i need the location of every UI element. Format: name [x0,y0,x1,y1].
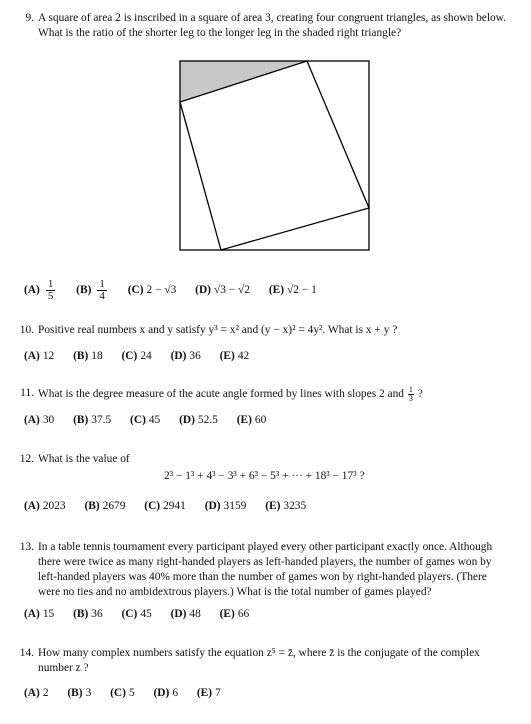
stem-line: number z ? [38,662,89,674]
choice-c[interactable]: (C) 2 − √3 [127,284,177,297]
choice-e[interactable]: (E) 3235 [265,500,307,512]
sum-expression: 2³ − 1³ + 4³ − 3³ + 6³ − 5³ + ··· + 18³ − 17³ ? [164,470,365,482]
choice-a[interactable]: (A) 15 [24,608,55,620]
problem-number: 13. [19,541,34,553]
problem-stem [38,646,524,676]
choice-b[interactable]: (B) 36 [73,608,103,620]
problem-number: 9. [25,12,34,24]
choices-14 [24,686,237,701]
problem-number: 10. [19,324,34,336]
choice-e[interactable]: (E) 66 [219,608,250,620]
choices-9 [24,279,333,302]
choice-a[interactable]: (A) 2 [24,687,49,699]
choices-11 [24,413,282,428]
choice-d[interactable]: (D) 52.5 [179,414,218,426]
choice-d[interactable]: (D) 3159 [204,500,247,512]
problem-12 [14,452,524,482]
choices-10 [24,349,265,364]
stem-line: A square of area 2 is inscribed in a square of area 3, creating four congruent triangles, as shown below. [38,12,507,24]
choice-d[interactable]: (D) √3 − √2 [195,284,250,297]
problem-11 [14,386,524,403]
choice-a[interactable]: (A) 2023 [24,500,66,512]
problem-stem [38,540,524,600]
choice-c[interactable]: (C) 2941 [144,500,186,512]
choice-a[interactable]: (A) $\frac{1}{5}$ [24,278,54,302]
problem-stem [38,11,524,41]
choice-b[interactable]: (B) 3 [67,687,92,699]
outer-square [180,61,369,250]
problem-number: 11. [20,387,34,399]
choice-c[interactable]: (C) 45 [130,414,161,426]
choices-13 [24,607,265,622]
problem-9 [14,11,524,41]
choice-b[interactable]: (B) 2679 [84,500,126,512]
inner-square [180,61,369,250]
choice-b[interactable]: (B) 37.5 [73,414,112,426]
problem-stem: What is the value of [38,453,130,465]
fraction: $\frac{1}{3}$ [408,385,413,403]
choice-d[interactable]: (D) 36 [170,350,201,362]
choice-c[interactable]: (C) 24 [121,350,152,362]
choice-e[interactable]: (E) 42 [219,350,250,362]
choices-12 [24,499,322,514]
choice-b[interactable]: (B) $\frac{1}{4}$ [76,278,105,302]
problem-number: 12. [19,453,34,465]
choice-d[interactable]: (D) 6 [153,687,179,699]
problem-number: 14. [19,647,34,659]
problem-10 [14,323,524,338]
problem-stem: What is the degree measure of the acute angle formed by lines with slopes 2 and $\frac{1}{3}$ ? [38,385,423,403]
stem-line: were no ties and no ambidextrous players.) What is the total number of games played? [38,586,432,598]
choice-c[interactable]: (C) 5 [110,687,135,699]
stem-line: How many complex numbers satisfy the equation z⁵ = z̄, where z̄ is the conjugate of the complex [38,647,480,659]
choice-c[interactable]: (C) 45 [121,608,152,620]
choice-e[interactable]: (E) 7 [196,687,221,699]
choice-b[interactable]: (B) 18 [73,350,103,362]
problem-13 [14,540,524,600]
problem-14 [14,646,524,676]
choice-e[interactable]: (E) √2 − 1 [268,284,317,297]
stem-line: In a table tennis tournament every participant played every other participant exactly once. Although [38,541,493,553]
stem-line: there were twice as many right-handed players as left-handed players, the number of games won by [38,556,492,568]
problem-stem: Positive real numbers x and y satisfy y³ = x² and (y − x)² = 4y². What is x + y ? [38,324,398,336]
choice-d[interactable]: (D) 48 [170,608,201,620]
choice-a[interactable]: (A) 12 [24,350,55,362]
stem-line: left-handed players was 40% more than the number of games won by right-handed players. (There [38,571,487,583]
choice-e[interactable]: (E) 60 [236,414,267,426]
choice-a[interactable]: (A) 30 [24,414,55,426]
stem-line: What is the ratio of the shorter leg to the longer leg in the shaded right triangle? [38,27,402,39]
shaded-triangle [180,61,307,102]
